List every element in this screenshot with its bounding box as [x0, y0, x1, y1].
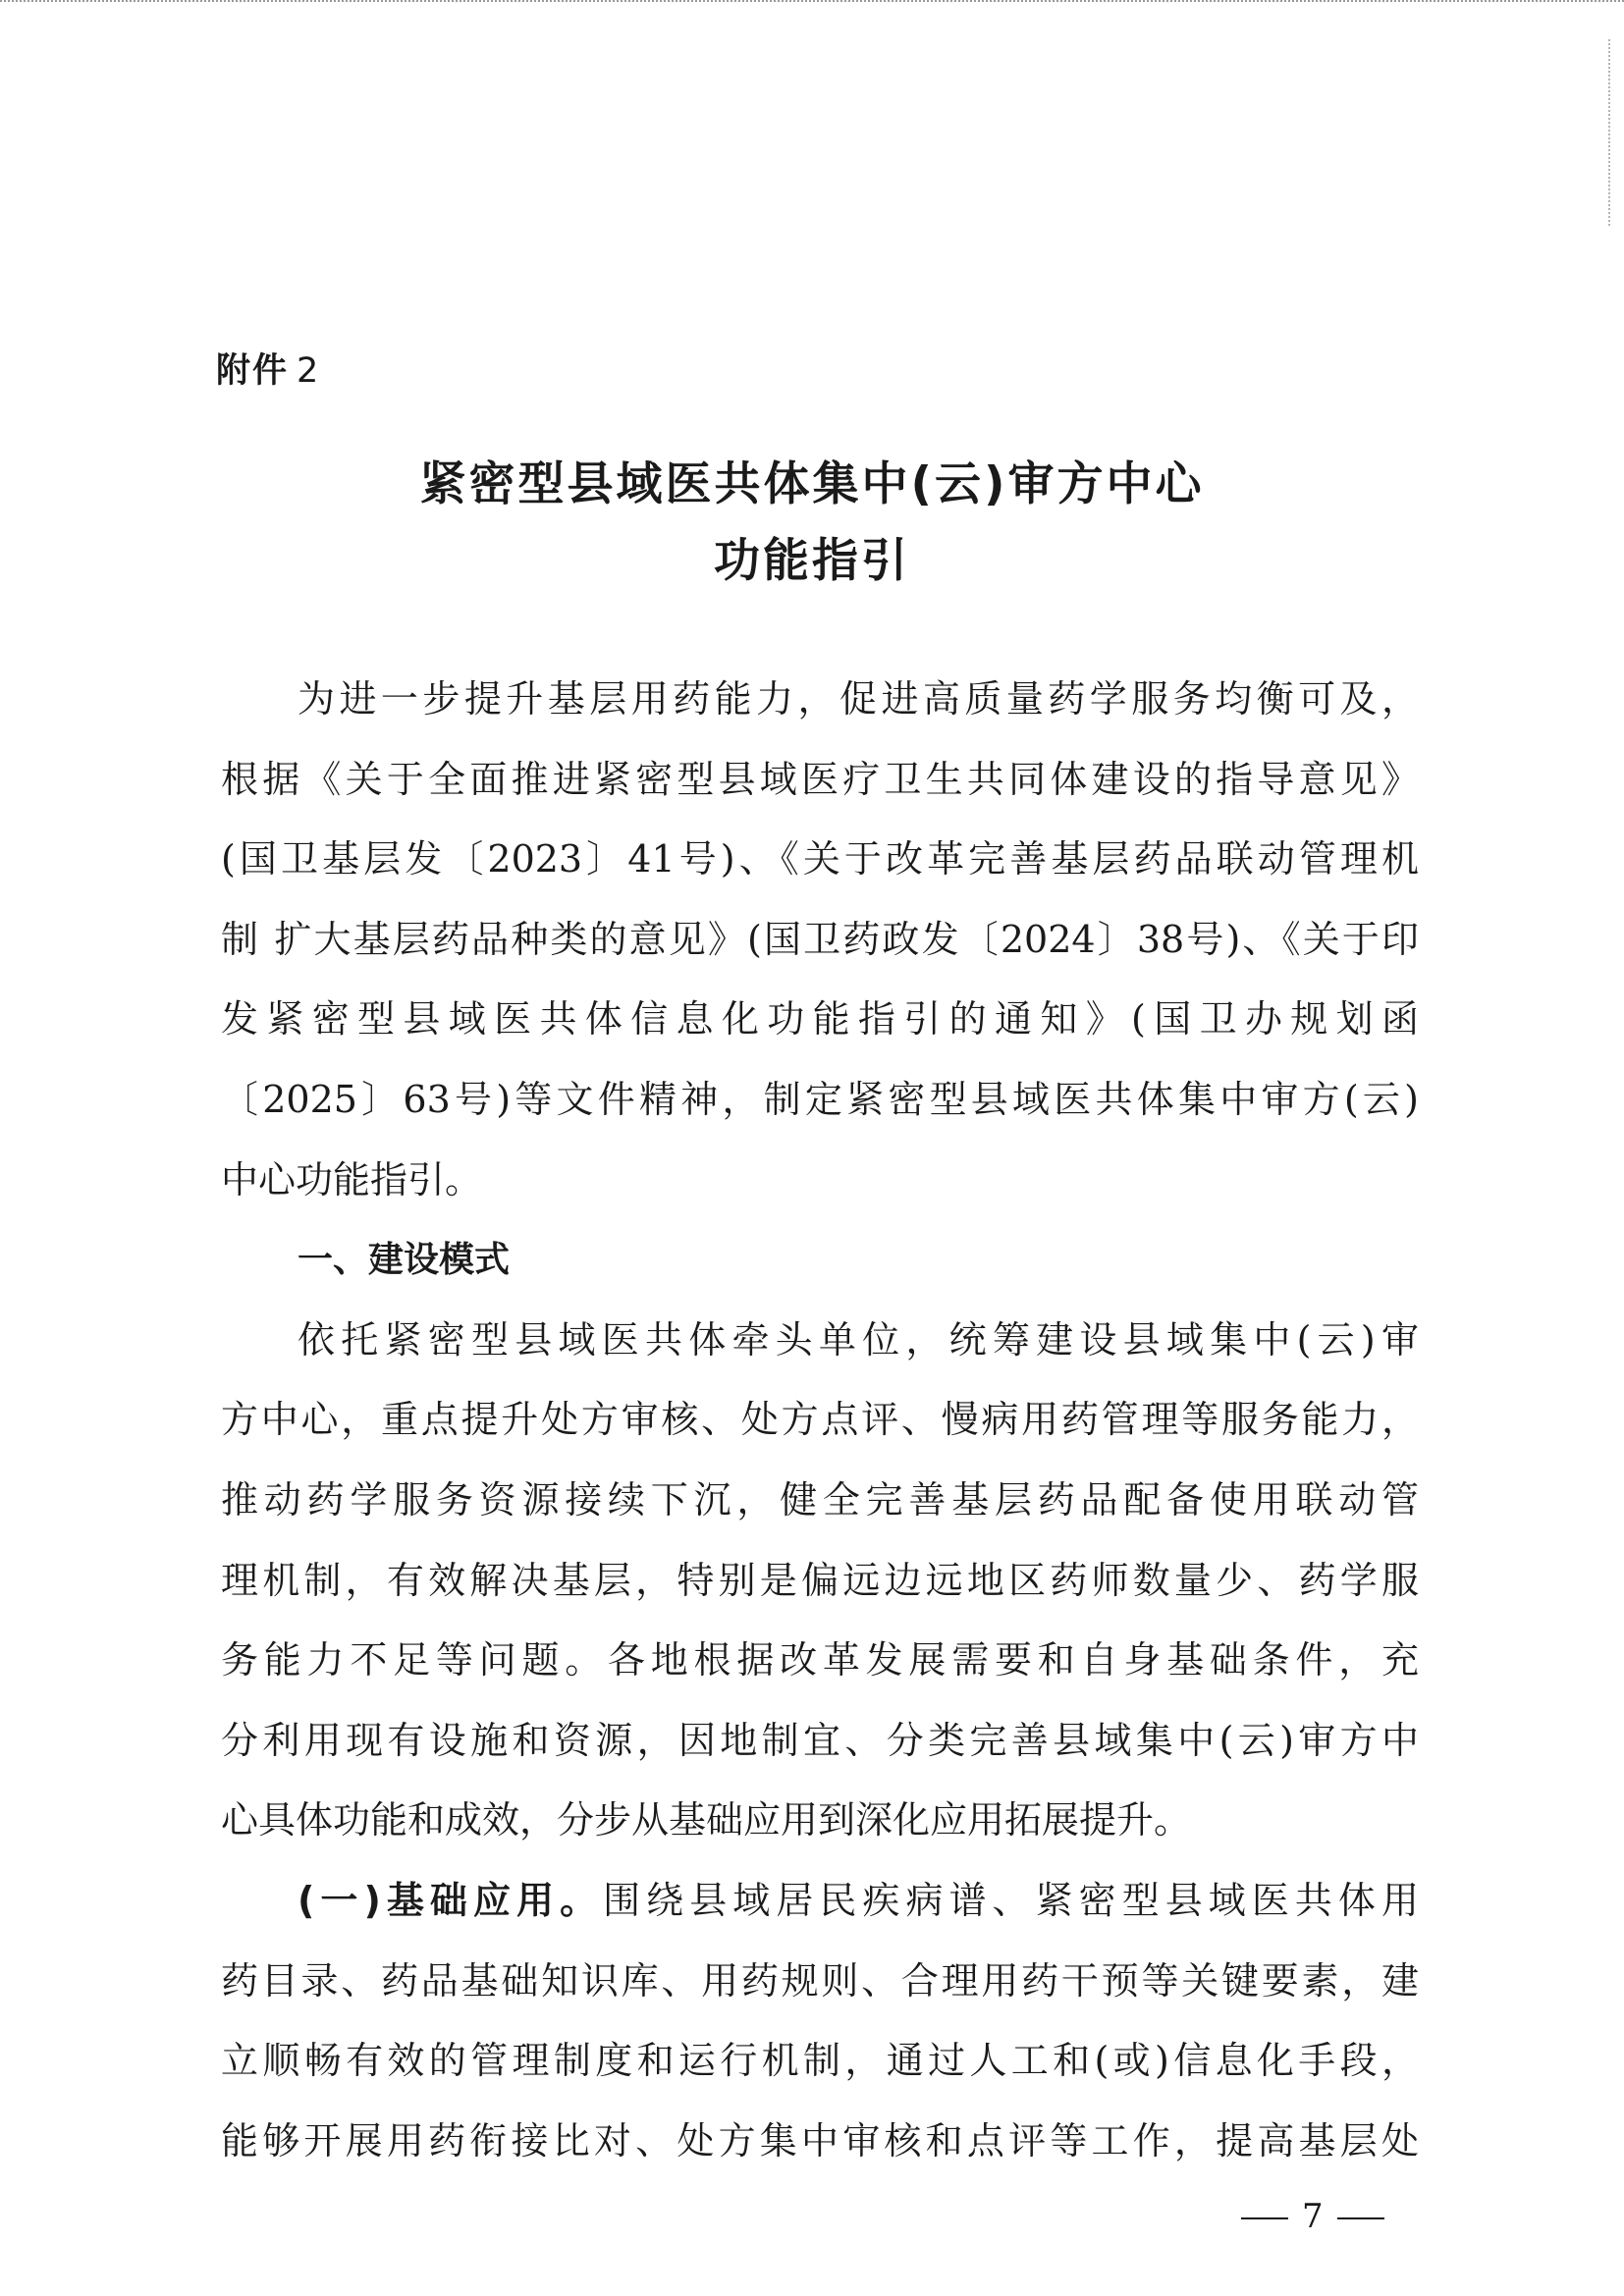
attachment-label	[216, 344, 320, 393]
title-line-1: 紧密型县域医共体集中(云)审方中心	[419, 457, 1205, 511]
intro-line: 中心功能指引。	[221, 1157, 483, 1201]
intro-line: (国卫基层发〔2023〕41号)、《关于改革完善基层药品联动管理机	[221, 837, 1419, 881]
subsection-line: 能够开展用药衔接比对、处方集中审核和点评等工作，提高基层处	[221, 2118, 1419, 2163]
intro-line: 为进一步提升基层用药能力，促进高质量药学服务均衡可及，	[298, 677, 1419, 721]
section-line: 分利用现有设施和资源，因地制宜、分类完善县域集中(云)审方中	[221, 1718, 1419, 1762]
page-number	[1227, 2197, 1398, 2236]
document-body	[221, 660, 1419, 2181]
section-line: 理机制，有效解决基层，特别是偏远边远地区药师数量少、药学服	[221, 1558, 1419, 1602]
title-line-2: 功能指引	[714, 534, 910, 588]
subsection-lead: (一)基础应用。	[298, 1878, 604, 1922]
document-title	[216, 447, 1408, 600]
attachment-word: 附件	[216, 351, 290, 391]
page-dash-right	[1337, 2217, 1384, 2219]
intro-line: 根据《关于全面推进紧密型县域医疗卫生共同体建设的指导意见》	[221, 757, 1419, 801]
scan-edge-right	[1608, 39, 1624, 226]
section-heading: 一、建设模式	[298, 1240, 511, 1281]
subsection-line	[221, 1861, 1419, 1942]
intro-line: 制 扩大基层药品种类的意见》(国卫药政发〔2024〕38号)、《关于印	[221, 917, 1419, 961]
subsection-line: 立顺畅有效的管理制度和运行机制，通过人工和(或)信息化手段，	[221, 2039, 1419, 2083]
intro-line: 〔2025〕63号)等文件精神，制定紧密型县域医共体集中审方(云)	[221, 1077, 1419, 1121]
section-line: 推动药学服务资源接续下沉，健全完善基层药品配备使用联动管	[221, 1477, 1419, 1522]
page-dash-left	[1241, 2217, 1288, 2219]
section-line: 方中心，重点提升处方审核、处方点评、慢病用药管理等服务能力，	[221, 1398, 1419, 1442]
section-line: 依托紧密型县域医共体牵头单位，统筹建设县域集中(云)审	[298, 1317, 1419, 1362]
scan-edge-top	[0, 0, 1624, 6]
subsection-text: 围绕县域居民疾病谱、紧密型县域医共体用	[603, 1878, 1419, 1922]
section-line: 心具体功能和成效，分步从基础应用到深化应用拓展提升。	[221, 1798, 1192, 1842]
intro-line: 发紧密型县域医共体信息化功能指引的通知》(国卫办规划函	[221, 997, 1419, 1041]
page-number-value: 7	[1302, 2197, 1324, 2236]
section-line: 务能力不足等问题。各地根据改革发展需要和自身基础条件，充	[221, 1638, 1419, 1682]
subsection-line: 药目录、药品基础知识库、用药规则、合理用药干预等关键要素，建	[221, 1958, 1419, 2002]
attachment-number: 2	[297, 351, 321, 391]
